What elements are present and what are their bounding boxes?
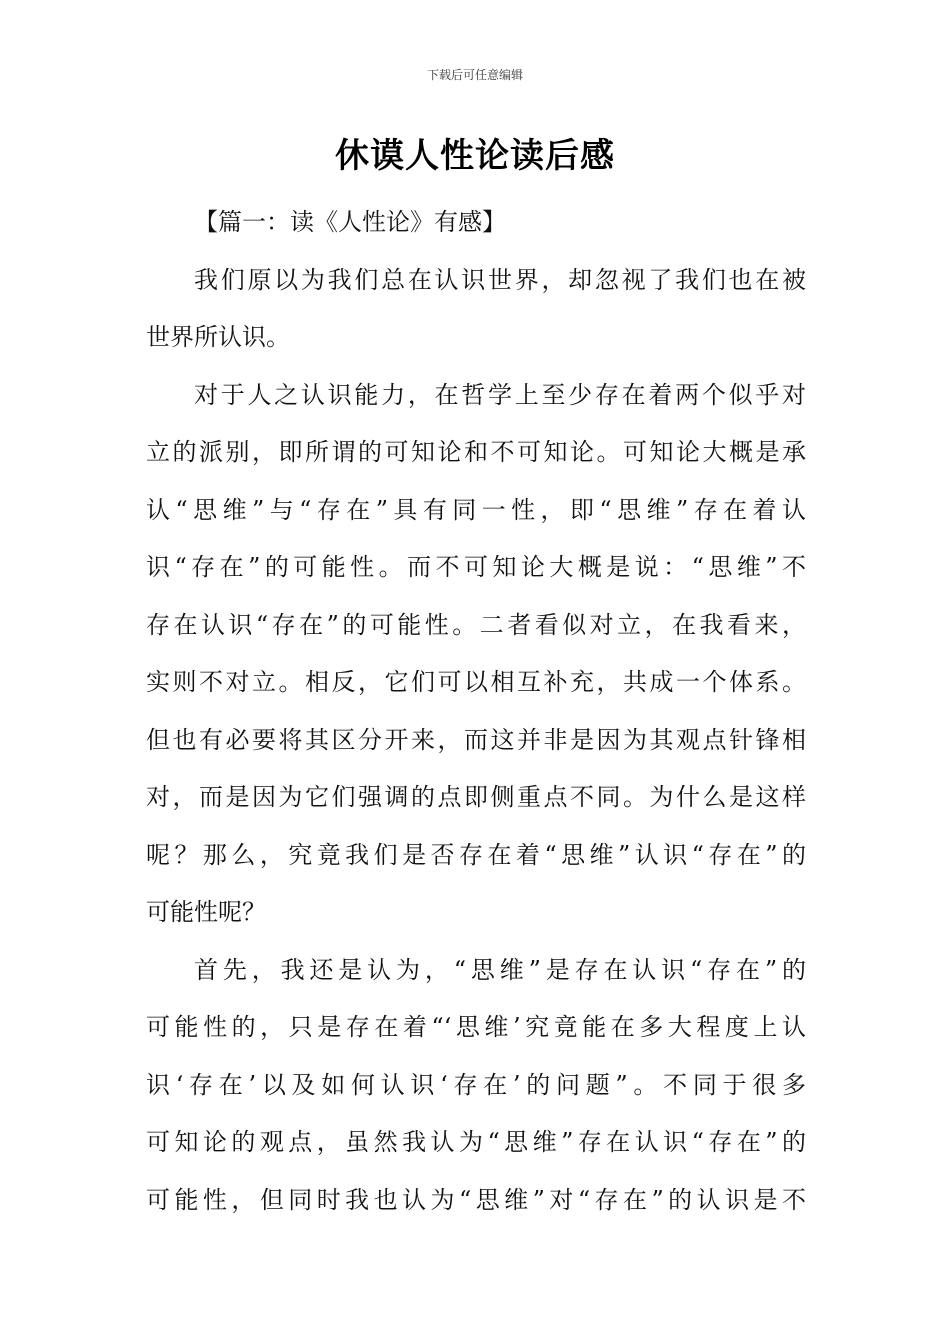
paragraph-line: 可能性，但同时我也认为“思维”对“存在”的认识是不 [146, 1185, 806, 1214]
paragraph-line: 认“思维”与“存在”具有同一性，即“思维”存在着认 [146, 495, 806, 524]
paragraph-line: 首先，我还是认为，“思维”是存在认识“存在”的 [194, 955, 806, 984]
paragraph-line: 世界所认识。 [146, 323, 290, 351]
section-heading: 【篇一：读《人性论》有感】 [194, 208, 506, 236]
paragraph-line: 呢？那么，究竟我们是否存在着“思维”认识“存在”的 [146, 840, 806, 869]
paragraph-line: 识“存在”的可能性。而不可知论大概是说：“思维”不 [146, 553, 806, 581]
paragraph-line: 对于人之认识能力，在哲学上至少存在着两个似乎对 [194, 380, 806, 409]
paragraph-line: 可能性呢？ [146, 898, 266, 926]
paragraph-line: 识‘存在’以及如何认识‘存在’的问题”。不同于很多 [146, 1070, 806, 1099]
paragraph-line: 立的派别，即所谓的可知论和不可知论。可知论大概是承 [146, 438, 806, 466]
page-title: 休谟人性论读后感 [335, 136, 615, 176]
paragraph-line: 可知论的观点，虽然我认为“思维”存在认识“存在”的 [146, 1128, 806, 1156]
paragraph-line: 可能性的，只是存在着“‘思维’究竟能在多大程度上认 [146, 1013, 806, 1041]
paragraph-line: 实则不对立。相反，它们可以相互补充，共成一个体系。 [146, 668, 806, 696]
paragraph-line: 我们原以为我们总在认识世界，却忽视了我们也在被 [194, 265, 806, 294]
body-text [146, 194, 806, 1229]
paragraph-line: 但也有必要将其区分开来，而这并非是因为其观点针锋相 [146, 725, 806, 754]
header-note: 下载后可任意编辑 [426, 68, 523, 82]
paragraph-line: 存在认识“存在”的可能性。二者看似对立，在我看来， [146, 610, 806, 639]
paragraph-line: 对，而是因为它们强调的点即侧重点不同。为什么是这样 [146, 783, 806, 811]
